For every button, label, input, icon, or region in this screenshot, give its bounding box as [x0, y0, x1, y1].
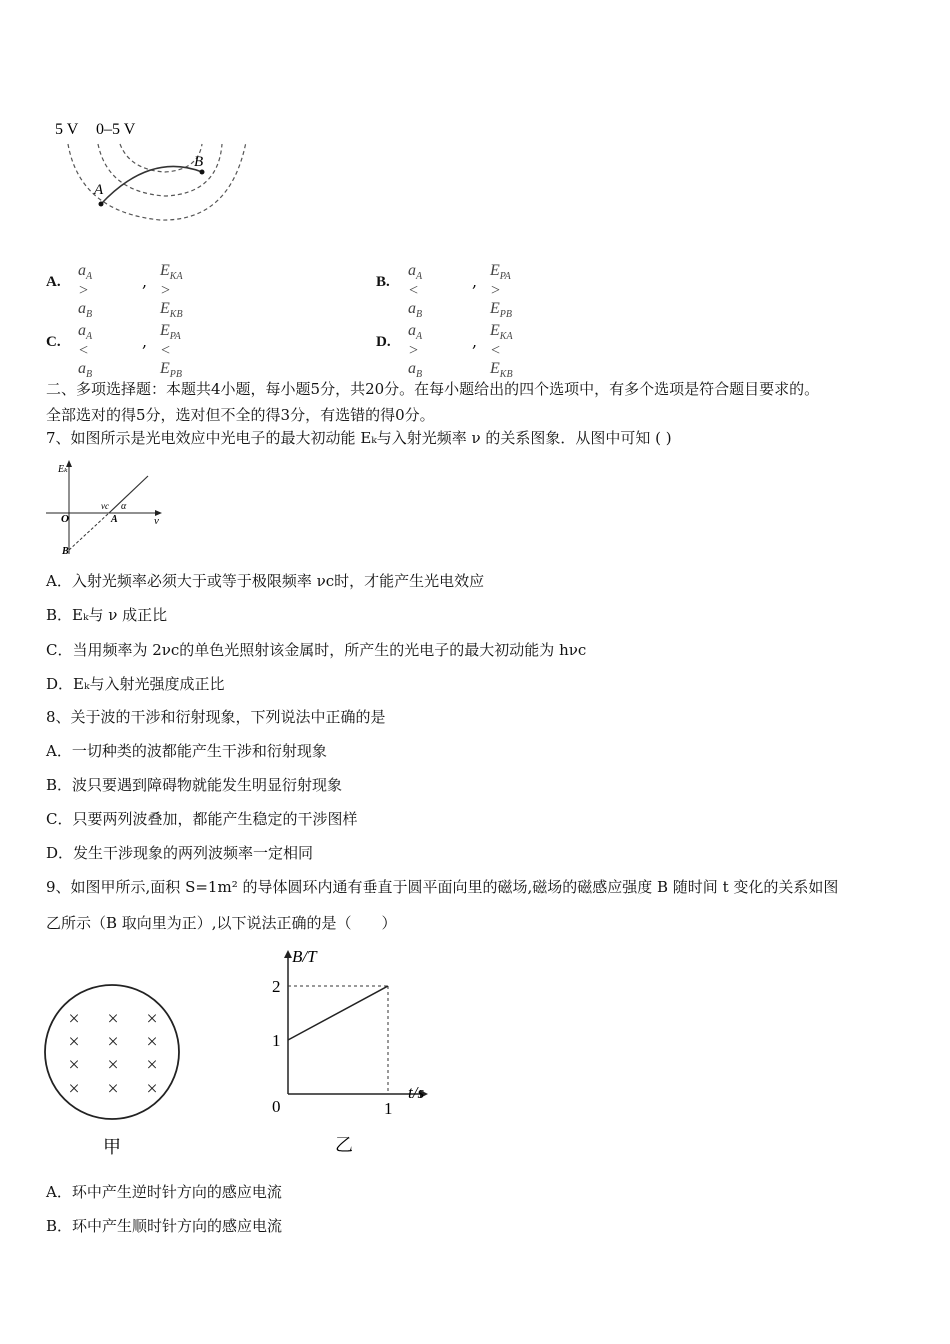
extrapolated-line: [69, 513, 109, 550]
caption-yi: 乙: [335, 1135, 353, 1155]
q9-stem-line2: 乙所示（B 取向里为正）,以下说法正确的是（ ）: [46, 914, 397, 932]
origin-label: 0: [272, 1097, 281, 1116]
equipotential-figure: [50, 112, 260, 232]
field-into-page-mark: ×: [146, 1078, 158, 1100]
field-into-page-mark: ×: [68, 1054, 80, 1076]
q8-stem: 8、关于波的干涉和衍射现象，下列说法中正确的是: [46, 708, 386, 726]
y-axis-label: B/T: [292, 947, 317, 966]
alpha-label: α: [121, 501, 127, 512]
q7-stem: 7、如图所示是光电效应中光电子的最大初动能 Eₖ与入射光频率 ν 的关系图象．从图中可知 ( ): [46, 429, 672, 447]
trajectory-curve: [101, 166, 202, 204]
field-into-page-mark: ×: [107, 1054, 119, 1076]
field-into-page-mark: ×: [68, 1078, 80, 1100]
formula: $a_A > a_B$: [78, 262, 93, 321]
formula: $E_{PA} > E_{PB}$: [490, 262, 512, 321]
x-axis-label: t/s: [408, 1083, 425, 1102]
q9-option-a: A．环中产生逆时针方向的感应电流: [46, 1183, 282, 1201]
ek-nu-line: [109, 476, 148, 513]
formula: $E_{KA} > E_{KB}$: [160, 262, 183, 321]
point-a-dot: [99, 202, 104, 207]
formula: $a_A > a_B$: [408, 322, 423, 381]
formula: $E_{PA} < E_{PB}$: [160, 322, 182, 381]
q7-graph: [44, 458, 174, 560]
q7-option-a: A．入射光频率必须大于或等于极限频率 νc时，才能产生光电效应: [46, 572, 485, 590]
field-into-page-mark: ×: [68, 1031, 80, 1053]
q7-option-c: C．当用频率为 2νc的单色光照射该金属时，所产生的光电子的最大初动能为 hνc: [46, 641, 587, 659]
field-into-page-mark: ×: [107, 1008, 119, 1030]
field-into-page-mark: ×: [107, 1078, 119, 1100]
q8-option-b: B．波只要遇到障碍物就能发生明显衍射现象: [46, 776, 343, 794]
field-into-page-mark: ×: [68, 1008, 80, 1030]
x-tick-1: 1: [384, 1099, 393, 1118]
section-2-heading: 二、多项选择题：本题共4小题，每小题5分，共20分。在每小题给出的四个选项中，有多个选项是符合题目要求的。 全部选对的得5分，选对但不全的得3分，有选错的得0分。: [46, 380, 820, 424]
label-0-5v: 0–5 V: [96, 121, 136, 138]
q8-option-d: D．发生干涉现象的两列波频率一定相同: [46, 844, 314, 862]
q7-option-b: B．Eₖ与 ν 成正比: [46, 606, 168, 624]
point-b-label: B: [194, 154, 204, 170]
nu-axis-label: ν: [154, 515, 159, 527]
q9-option-b: B．环中产生顺时针方向的感应电流: [46, 1217, 283, 1235]
ek-axis-label: Eₖ: [58, 464, 68, 475]
fig-jia: [40, 980, 190, 1160]
field-into-page-mark: ×: [146, 1031, 158, 1053]
q8-option-a: A．一切种类的波都能产生干涉和衍射现象: [46, 742, 327, 760]
q9-stem-line1: 9、如图甲所示,面积 S=1m² 的导体圆环内通有垂直于圆平面向里的磁场,磁场的磁感应强度 B 随时间 t 变化的关系如图: [46, 878, 839, 896]
origin-label: O: [61, 513, 69, 525]
formula: $a_A < a_B$: [78, 322, 93, 381]
formula: $E_{KA} < E_{KB}$: [490, 322, 513, 381]
point-a-label: A: [111, 514, 118, 525]
y-axis-arrow: [284, 950, 292, 958]
y-tick-2: 2: [272, 977, 281, 996]
q7-option-d: D．Eₖ与入射光强度成正比: [46, 675, 225, 693]
y-tick-1: 1: [272, 1031, 281, 1050]
point-b-dot: [200, 170, 205, 175]
q8-option-c: C．只要两列波叠加，都能产生稳定的干涉图样: [46, 810, 358, 828]
formula: $a_A < a_B$: [408, 262, 423, 321]
point-b-label: B: [62, 546, 69, 557]
label-5v: 5 V: [55, 121, 79, 138]
nuc-label: νc: [101, 501, 109, 511]
field-into-page-mark: ×: [107, 1031, 119, 1053]
field-into-page-mark: ×: [146, 1008, 158, 1030]
b-t-line: [288, 986, 388, 1040]
point-a-label: A: [94, 182, 104, 198]
fig-yi-chart: [262, 944, 442, 1158]
field-into-page-mark: ×: [146, 1054, 158, 1076]
caption-jia: 甲: [103, 1137, 121, 1157]
